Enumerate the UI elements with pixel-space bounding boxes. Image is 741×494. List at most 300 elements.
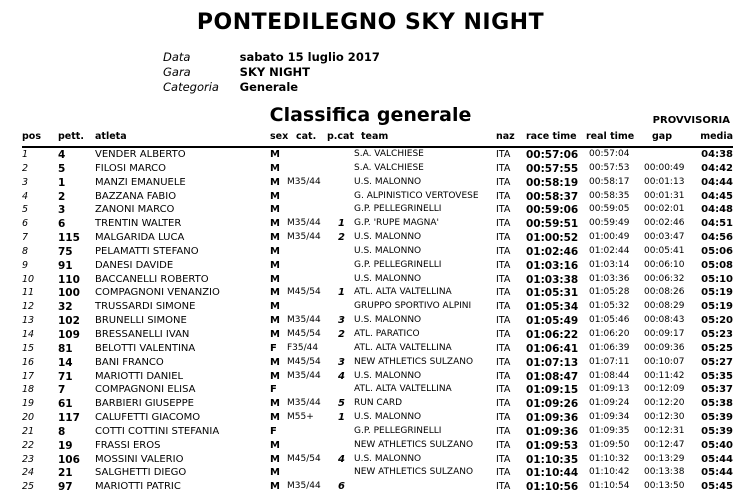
row-real-time: 00:59:05 — [589, 204, 630, 215]
row-sex: M — [270, 245, 280, 257]
row-real-time: 01:09:24 — [589, 398, 630, 409]
row-athlete: COTTI COTTINI STEFANIA — [95, 425, 220, 437]
row-athlete: MANZI EMANUELE — [95, 176, 186, 188]
row-team: NEW ATHLETICS SULZANO — [354, 439, 474, 450]
row-real-time: 01:02:44 — [589, 245, 630, 256]
row-category: M35/44 — [287, 176, 321, 187]
row-category: M35/44 — [287, 370, 321, 381]
table-row — [22, 190, 733, 204]
row-real-time: 01:09:34 — [589, 412, 630, 423]
row-nationality: ITA — [496, 218, 511, 230]
row-position: 17 — [22, 370, 35, 382]
row-real-time: 00:58:35 — [589, 190, 630, 201]
row-race-time: 01:03:38 — [526, 273, 579, 286]
row-category-position: 1 — [338, 287, 345, 299]
row-position: 6 — [22, 218, 29, 230]
row-real-time: 01:10:42 — [589, 467, 630, 478]
row-category-position: 3 — [338, 315, 345, 327]
row-position: 3 — [22, 176, 29, 188]
row-pace: 05:19 — [701, 301, 733, 313]
row-real-time: 01:05:28 — [589, 287, 630, 298]
row-team: G.P. PELLEGRINELLI — [354, 259, 442, 270]
table-row — [22, 439, 733, 453]
row-bib: 106 — [58, 453, 80, 466]
row-nationality: ITA — [496, 342, 511, 354]
row-pace: 05:20 — [701, 315, 733, 327]
header-real-time: real time — [586, 131, 635, 142]
row-gap: 00:03:47 — [644, 232, 685, 243]
table-row — [22, 370, 733, 384]
row-sex: M — [270, 273, 280, 285]
row-category-position: 5 — [338, 398, 345, 410]
row-sex: F — [270, 425, 277, 437]
row-bib: 102 — [58, 315, 80, 328]
row-position: 5 — [22, 204, 29, 216]
row-race-time: 00:59:51 — [526, 218, 579, 231]
row-athlete: BAZZANA FABIO — [95, 190, 177, 202]
row-gap: 00:08:26 — [644, 287, 685, 298]
table-row — [22, 176, 733, 190]
row-category: M35/44 — [287, 315, 321, 326]
row-sex: M — [270, 259, 280, 271]
row-bib: 32 — [58, 301, 73, 314]
row-race-time: 01:05:34 — [526, 301, 579, 314]
row-pace: 05:40 — [701, 439, 733, 451]
row-team: RUN CARD — [354, 398, 403, 409]
header-bib: pett. — [58, 131, 84, 142]
row-real-time: 00:58:17 — [589, 176, 630, 187]
row-nationality: ITA — [496, 481, 511, 493]
table-row — [22, 148, 733, 162]
row-sex: M — [270, 453, 280, 465]
row-race-time: 01:05:49 — [526, 315, 579, 328]
row-pace: 05:39 — [701, 425, 733, 437]
row-athlete: BRUNELLI SIMONE — [95, 315, 187, 327]
row-team: U.S. MALONNO — [354, 453, 422, 464]
row-sex: M — [270, 204, 280, 216]
row-position: 10 — [22, 273, 35, 285]
row-athlete: TRENTIN WALTER — [95, 218, 182, 230]
row-athlete: VENDER ALBERTO — [95, 149, 186, 160]
row-category: M45/54 — [287, 453, 321, 464]
row-race-time: 00:57:55 — [526, 162, 579, 175]
row-bib: 4 — [58, 149, 66, 161]
row-athlete: SALGHETTI DIEGO — [95, 467, 187, 479]
meta-row-race — [163, 65, 380, 80]
table-row — [22, 411, 733, 425]
row-category-position: 4 — [338, 370, 345, 382]
row-sex: M — [270, 467, 280, 479]
table-row — [22, 425, 733, 439]
row-race-time: 01:05:31 — [526, 287, 579, 300]
row-athlete: FRASSI EROS — [95, 439, 161, 451]
header-nationality: naz — [496, 131, 515, 142]
row-real-time: 01:08:44 — [589, 370, 630, 381]
row-sex: M — [270, 149, 280, 160]
table-row — [22, 259, 733, 273]
row-athlete: BANI FRANCO — [95, 356, 164, 368]
row-gap: 00:13:50 — [644, 481, 685, 492]
row-position: 21 — [22, 425, 35, 437]
row-gap: 00:12:31 — [644, 425, 685, 436]
row-race-time: 00:57:06 — [526, 149, 579, 161]
table-row — [22, 273, 733, 287]
header-gap: gap — [652, 131, 673, 142]
table-row — [22, 453, 733, 467]
row-team: NEW ATHLETICS SULZANO — [354, 467, 474, 478]
row-bib: 115 — [58, 232, 80, 245]
row-sex: M — [270, 190, 280, 202]
row-category-position: 1 — [338, 412, 345, 424]
row-nationality: ITA — [496, 149, 511, 160]
row-category: M35/44 — [287, 218, 321, 229]
row-team: U.S. MALONNO — [354, 245, 422, 256]
row-nationality: ITA — [496, 273, 511, 285]
row-bib: 109 — [58, 328, 80, 341]
row-athlete: TRUSSARDI SIMONE — [95, 301, 196, 313]
status-label: PROVVISORIA — [652, 115, 730, 126]
row-bib: 2 — [58, 190, 66, 203]
row-real-time: 01:10:32 — [589, 453, 630, 464]
row-team: G.P. 'RUPE MAGNA' — [354, 218, 439, 229]
row-gap: 00:13:38 — [644, 467, 685, 478]
row-sex: M — [270, 398, 280, 410]
row-position: 2 — [22, 162, 29, 174]
row-pace: 05:44 — [701, 467, 733, 479]
row-pace: 05:38 — [701, 398, 733, 410]
row-bib: 21 — [58, 467, 73, 480]
row-nationality: ITA — [496, 356, 511, 368]
row-nationality: ITA — [496, 176, 511, 188]
row-nationality: ITA — [496, 315, 511, 327]
row-nationality: ITA — [496, 259, 511, 271]
row-nationality: ITA — [496, 245, 511, 257]
header-athlete: atleta — [95, 131, 127, 142]
row-nationality: ITA — [496, 287, 511, 299]
row-team: U.S. MALONNO — [354, 232, 422, 243]
row-category: M35/44 — [287, 232, 321, 243]
row-real-time: 01:03:36 — [589, 273, 630, 284]
row-pace: 05:39 — [701, 412, 733, 424]
row-pace: 05:23 — [701, 328, 733, 340]
meta-label: Categoria — [163, 80, 219, 94]
row-position: 12 — [22, 301, 35, 313]
row-nationality: ITA — [496, 162, 511, 174]
row-gap: 00:08:29 — [644, 301, 685, 312]
row-race-time: 01:02:46 — [526, 245, 579, 258]
row-position: 20 — [22, 412, 35, 424]
row-pace: 04:42 — [701, 162, 733, 174]
row-position: 11 — [22, 287, 35, 299]
row-sex: M — [270, 162, 280, 174]
table-row — [22, 356, 733, 370]
row-gap: 00:12:47 — [644, 439, 685, 450]
row-gap: 00:06:10 — [644, 259, 685, 270]
table-row — [22, 342, 733, 356]
row-sex: F — [270, 384, 277, 396]
row-position: 15 — [22, 342, 35, 354]
row-position: 23 — [22, 453, 35, 465]
header-race-time: race time — [526, 131, 577, 142]
row-gap: 00:09:36 — [644, 342, 685, 353]
row-race-time: 01:00:52 — [526, 232, 579, 245]
row-bib: 5 — [58, 162, 66, 175]
row-gap: 00:01:13 — [644, 176, 685, 187]
row-team: U.S. MALONNO — [354, 370, 422, 381]
row-real-time: 01:05:32 — [589, 301, 630, 312]
row-team: U.S. MALONNO — [354, 176, 422, 187]
meta-value: sabato 15 luglio 2017 — [239, 50, 380, 64]
table-row — [22, 480, 733, 494]
row-gap: 00:09:17 — [644, 328, 685, 339]
row-position: 25 — [22, 481, 35, 493]
row-position: 24 — [22, 467, 35, 479]
row-race-time: 00:58:37 — [526, 190, 579, 203]
row-team: NEW ATHLETICS SULZANO — [354, 356, 474, 367]
row-pace: 05:35 — [701, 370, 733, 382]
row-pace: 05:25 — [701, 342, 733, 354]
row-team: ATL. ALTA VALTELLINA — [354, 287, 452, 298]
row-athlete: MARIOTTI PATRIC — [95, 481, 181, 493]
table-row — [22, 245, 733, 259]
row-real-time: 00:59:49 — [589, 218, 630, 229]
row-team: U.S. MALONNO — [354, 412, 422, 423]
row-gap: 00:01:31 — [644, 190, 685, 201]
row-position: 19 — [22, 398, 35, 410]
table-row — [22, 162, 733, 176]
row-gap: 00:12:09 — [644, 384, 685, 395]
row-nationality: ITA — [496, 467, 511, 479]
row-bib: 6 — [58, 218, 66, 231]
results-table — [22, 148, 733, 494]
meta-value: Generale — [239, 80, 299, 94]
row-pace: 05:06 — [701, 245, 733, 257]
row-position: 18 — [22, 384, 35, 396]
row-sex: M — [270, 439, 280, 451]
row-bib: 97 — [58, 481, 73, 494]
row-position: 9 — [22, 259, 29, 271]
row-pace: 05:45 — [701, 481, 733, 493]
row-position: 1 — [22, 149, 29, 160]
row-real-time: 01:10:54 — [589, 481, 630, 492]
event-meta — [163, 50, 380, 95]
row-athlete: COMPAGNONI ELISA — [95, 384, 196, 396]
row-sex: M — [270, 176, 280, 188]
row-position: 16 — [22, 356, 35, 368]
row-athlete: MALGARIDA LUCA — [95, 232, 185, 244]
row-position: 14 — [22, 328, 35, 340]
meta-row-category — [163, 80, 380, 95]
row-athlete: MOSSINI VALERIO — [95, 453, 184, 465]
row-real-time: 01:07:11 — [589, 356, 630, 367]
row-gap: 00:08:43 — [644, 315, 685, 326]
row-nationality: ITA — [496, 384, 511, 396]
header-category: cat. — [296, 131, 317, 142]
row-category-position: 4 — [338, 453, 345, 465]
row-athlete: MARIOTTI DANIEL — [95, 370, 184, 382]
row-race-time: 01:06:22 — [526, 328, 579, 341]
row-sex: F — [270, 342, 277, 354]
row-bib: 14 — [58, 356, 73, 369]
row-pace: 04:45 — [701, 190, 733, 202]
row-gap: 00:00:49 — [644, 162, 685, 173]
row-nationality: ITA — [496, 232, 511, 244]
row-race-time: 01:06:41 — [526, 342, 579, 355]
row-position: 13 — [22, 315, 35, 327]
table-row — [22, 286, 733, 300]
row-team: ATL. ALTA VALTELLINA — [354, 384, 452, 395]
row-category: M35/44 — [287, 398, 321, 409]
meta-label: Data — [163, 50, 191, 64]
row-gap: 00:10:07 — [644, 356, 685, 367]
row-sex: M — [270, 481, 280, 493]
row-nationality: ITA — [496, 412, 511, 424]
row-real-time: 00:57:53 — [589, 162, 630, 173]
row-gap: 00:11:42 — [644, 370, 685, 381]
row-real-time: 01:06:39 — [589, 342, 630, 353]
row-pace: 05:19 — [701, 287, 733, 299]
row-bib: 81 — [58, 342, 73, 355]
row-team: S.A. VALCHIESE — [354, 149, 424, 159]
row-athlete: DANESI DAVIDE — [95, 259, 174, 271]
header-sex: sex — [270, 131, 289, 142]
row-category: M45/54 — [287, 328, 321, 339]
row-real-time: 01:09:50 — [589, 439, 630, 450]
row-race-time: 01:10:56 — [526, 481, 579, 494]
row-real-time: 01:05:46 — [589, 315, 630, 326]
table-row — [22, 314, 733, 328]
row-pace: 04:38 — [701, 149, 733, 160]
header-pace: media — [700, 131, 733, 142]
row-position: 22 — [22, 439, 35, 451]
row-team: U.S. MALONNO — [354, 315, 422, 326]
row-category: F35/44 — [287, 342, 319, 353]
row-real-time: 01:09:35 — [589, 425, 630, 436]
row-gap: 00:05:41 — [644, 245, 685, 256]
row-nationality: ITA — [496, 328, 511, 340]
row-athlete: CALUFETTI GIACOMO — [95, 412, 201, 424]
row-real-time: 01:09:13 — [589, 384, 630, 395]
row-sex: M — [270, 301, 280, 313]
row-bib: 110 — [58, 273, 80, 286]
row-category: M35/44 — [287, 481, 321, 492]
row-position: 4 — [22, 190, 29, 202]
row-bib: 61 — [58, 398, 73, 411]
row-category-position: 6 — [338, 481, 345, 493]
row-gap: 00:06:32 — [644, 273, 685, 284]
row-team: ATL. ALTA VALTELLINA — [354, 342, 452, 353]
table-row — [22, 328, 733, 342]
row-position: 8 — [22, 245, 29, 257]
row-sex: M — [270, 412, 280, 424]
row-race-time: 01:08:47 — [526, 370, 579, 383]
row-pace: 05:44 — [701, 453, 733, 465]
table-header — [22, 130, 733, 148]
row-athlete: COMPAGNONI VENANZIO — [95, 287, 220, 299]
row-position: 7 — [22, 232, 29, 244]
row-category-position: 3 — [338, 356, 345, 368]
row-sex: M — [270, 356, 280, 368]
row-bib: 1 — [58, 176, 66, 189]
row-team: GRUPPO SPORTIVO ALPINI — [354, 301, 472, 312]
table-row — [22, 300, 733, 314]
row-team: ATL. PARATICO — [354, 328, 420, 339]
row-nationality: ITA — [496, 425, 511, 437]
meta-row-date — [163, 50, 380, 65]
row-race-time: 01:09:15 — [526, 384, 579, 397]
row-category-position: 2 — [338, 328, 345, 340]
row-athlete: PELAMATTI STEFANO — [95, 245, 199, 257]
row-sex: M — [270, 287, 280, 299]
row-real-time: 00:57:04 — [589, 149, 630, 159]
row-race-time: 01:09:36 — [526, 425, 579, 438]
meta-value: SKY NIGHT — [239, 65, 310, 79]
row-nationality: ITA — [496, 301, 511, 313]
row-pace: 04:51 — [701, 218, 733, 230]
row-athlete: BELOTTI VALENTINA — [95, 342, 196, 354]
table-row — [22, 397, 733, 411]
row-race-time: 01:09:36 — [526, 412, 579, 425]
row-team: G.P. PELLEGRINELLI — [354, 425, 442, 436]
row-bib: 91 — [58, 259, 73, 272]
row-pace: 04:44 — [701, 176, 733, 188]
row-gap: 00:02:01 — [644, 204, 685, 215]
row-race-time: 00:58:19 — [526, 176, 579, 189]
row-nationality: ITA — [496, 190, 511, 202]
row-race-time: 01:09:53 — [526, 439, 579, 452]
row-category: M45/54 — [287, 356, 321, 367]
row-category-position: 2 — [338, 232, 345, 244]
row-gap: 00:02:46 — [644, 218, 685, 229]
row-bib: 3 — [58, 204, 66, 217]
row-nationality: ITA — [496, 370, 511, 382]
row-pace: 05:08 — [701, 259, 733, 271]
table-row — [22, 383, 733, 397]
row-team: G. ALPINISTICO VERTOVESE — [354, 190, 479, 201]
row-sex: M — [270, 328, 280, 340]
row-nationality: ITA — [496, 398, 511, 410]
row-sex: M — [270, 218, 280, 230]
row-bib: 117 — [58, 412, 80, 425]
row-category: M55+ — [287, 412, 314, 423]
row-athlete: ZANONI MARCO — [95, 204, 175, 216]
row-race-time: 01:03:16 — [526, 259, 579, 272]
row-race-time: 01:09:26 — [526, 398, 579, 411]
row-team: S.A. VALCHIESE — [354, 162, 424, 173]
row-pace: 04:56 — [701, 232, 733, 244]
header-team: team — [361, 131, 389, 142]
header-category-position: p.cat — [327, 131, 354, 142]
table-row — [22, 231, 733, 245]
row-sex: M — [270, 370, 280, 382]
row-athlete: BARBIERI GIUSEPPE — [95, 398, 194, 410]
ranking-title: Classifica generale — [269, 104, 472, 126]
table-row — [22, 217, 733, 231]
row-gap: 00:12:30 — [644, 412, 685, 423]
event-title: PONTEDILEGNO SKY NIGHT — [196, 10, 545, 35]
row-sex: M — [270, 232, 280, 244]
row-team: U.S. MALONNO — [354, 273, 422, 284]
table-row — [22, 466, 733, 480]
row-bib: 7 — [58, 384, 66, 397]
row-bib: 71 — [58, 370, 73, 383]
header-pos: pos — [22, 131, 41, 142]
row-race-time: 01:10:44 — [526, 467, 579, 480]
row-nationality: ITA — [496, 453, 511, 465]
row-category-position: 1 — [338, 218, 345, 230]
row-nationality: ITA — [496, 439, 511, 451]
row-race-time: 01:10:35 — [526, 453, 579, 466]
